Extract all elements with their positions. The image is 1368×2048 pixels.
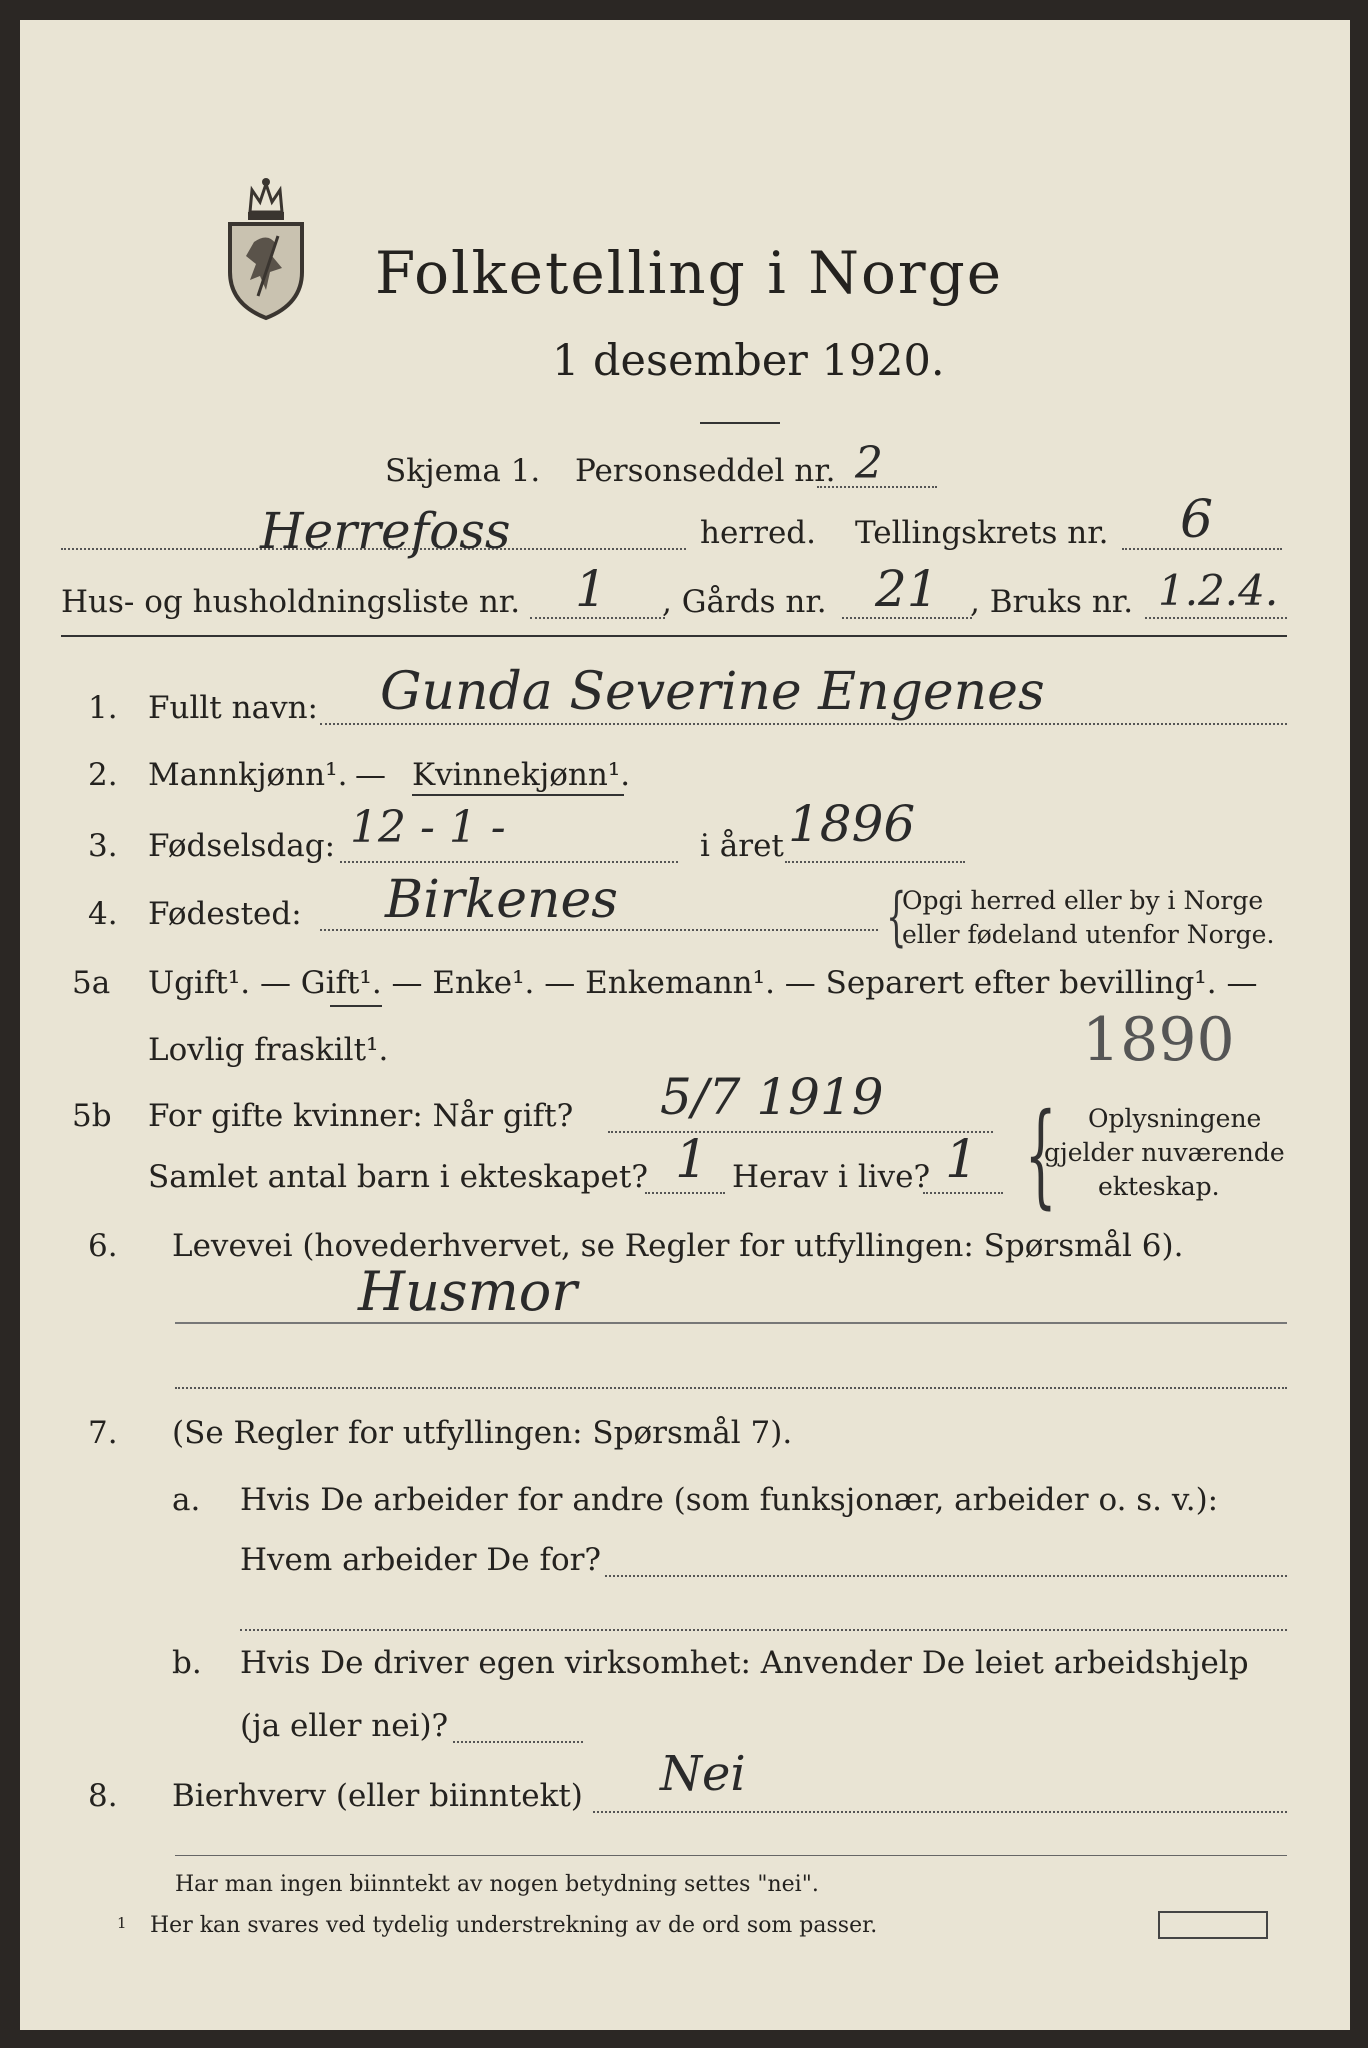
personseddel-value: 2 xyxy=(855,438,883,489)
q7b-letter: b. xyxy=(172,1645,202,1681)
q5a-options-cont: Lovlig fraskilt¹. xyxy=(148,1032,389,1068)
footer-note: Har man ingen biinntekt av nogen betydning settes "nei". xyxy=(175,1872,819,1897)
q5b-number: 5b xyxy=(72,1098,112,1134)
q4-brace: { xyxy=(886,880,907,954)
gards-label: , Gårds nr. xyxy=(662,584,827,620)
q5b-alive-label: Herav i live? xyxy=(732,1159,931,1195)
printer-stamp-icon xyxy=(1158,1911,1268,1939)
q2-female-underline xyxy=(412,794,624,796)
q8-label: Bierhverv (eller biinntekt) xyxy=(172,1778,583,1814)
bruks-label: , Bruks nr. xyxy=(970,584,1134,620)
q7a-letter: a. xyxy=(172,1482,201,1518)
husliste-label: Hus- og husholdningsliste nr. xyxy=(61,584,521,620)
q1-label: Fullt navn: xyxy=(148,690,318,726)
norwegian-coat-of-arms-icon xyxy=(216,172,316,322)
header-divider xyxy=(61,635,1287,637)
q7-number: 7. xyxy=(88,1415,118,1451)
q3-number: 3. xyxy=(88,828,118,864)
census-date: 1 desember 1920. xyxy=(552,336,945,386)
q7b-text: Hvis De driver egen virksomhet: Anvender De leiet arbeidshjelp xyxy=(240,1645,1249,1681)
skjema-label: Skjema 1. xyxy=(385,453,541,489)
q8-value: Nei xyxy=(660,1746,746,1802)
q6-label: Levevei (hovederhvervet, se Regler for utfyllingen: Spørsmål 6). xyxy=(172,1228,1184,1264)
q5b-note-line3: ekteskap. xyxy=(1098,1172,1220,1201)
q5a-number: 5a xyxy=(72,965,111,1001)
q4-label: Fødested: xyxy=(148,896,302,932)
footnote-text: Her kan svares ved tydelig understrekning av de ord som passer. xyxy=(150,1913,878,1938)
q5b-children-label: Samlet antal barn i ekteskapet? xyxy=(148,1159,648,1195)
q5b-when-label: For gifte kvinner: Når gift? xyxy=(148,1098,574,1134)
q8-number: 8. xyxy=(88,1778,118,1814)
q2-number: 2. xyxy=(88,757,118,793)
q7a-text: Hvis De arbeider for andre (som funksjonær, arbeider o. s. v.): xyxy=(240,1482,1219,1518)
q5a-options: Ugift¹. — Gift¹. — Enke¹. — Enkemann¹. — Separert efter bevilling¹. — xyxy=(148,965,1258,1001)
q5b-brace: { xyxy=(1024,1090,1057,1220)
q5b-note-line2: gjelder nuværende xyxy=(1044,1138,1285,1167)
q3-label: Fødselsdag: xyxy=(148,828,336,864)
q5b-alive-value: 1 xyxy=(945,1130,979,1190)
q6-number: 6. xyxy=(88,1228,118,1264)
q5a-annotation: 1890 xyxy=(1082,1005,1235,1075)
q2-separator: — xyxy=(355,757,386,793)
q3-birth-year: 1896 xyxy=(788,795,916,853)
census-form-page xyxy=(20,20,1350,2030)
q4-note-line1: Opgi herred eller by i Norge xyxy=(902,886,1264,915)
tellingskrets-label: Tellingskrets nr. xyxy=(855,515,1109,551)
q7b-question: (ja eller nei)? xyxy=(240,1708,449,1744)
title-divider xyxy=(700,422,780,424)
q4-number: 4. xyxy=(88,896,118,932)
q5b-married-date: 5/7 1919 xyxy=(660,1068,884,1126)
q5b-note-line1: Oplysningene xyxy=(1088,1104,1262,1133)
q4-note-line2: eller fødeland utenfor Norge. xyxy=(902,920,1275,949)
q2-female: Kvinnekjønn¹. xyxy=(412,757,631,793)
footnote-mark: 1 xyxy=(117,1914,127,1932)
q7-label: (Se Regler for utfyllingen: Spørsmål 7). xyxy=(172,1415,793,1451)
q7a-question: Hvem arbeider De for? xyxy=(240,1542,602,1578)
form-title: Folketelling i Norge xyxy=(375,239,1004,307)
herred-label: herred. xyxy=(700,515,816,551)
husliste-value: 1 xyxy=(575,560,607,618)
q6-occupation: Husmor xyxy=(358,1260,578,1323)
tellingskrets-value: 6 xyxy=(1180,490,1214,550)
q3-year-label: i året xyxy=(700,828,784,864)
q5a-gift-underline xyxy=(330,1005,382,1007)
q5b-children-value: 1 xyxy=(675,1130,709,1190)
q2-male: Mannkjønn¹. xyxy=(148,757,348,793)
gards-value: 21 xyxy=(875,560,939,618)
bruks-value: 1.2.4. xyxy=(1158,566,1279,615)
q4-birthplace: Birkenes xyxy=(385,870,618,930)
q1-number: 1. xyxy=(88,690,118,726)
herred-value: Herrefoss xyxy=(260,502,511,560)
personseddel-label: Personseddel nr. xyxy=(575,453,836,489)
q1-full-name: Gunda Severine Engenes xyxy=(380,662,1045,722)
q3-birthdate: 12 - 1 - xyxy=(350,802,506,853)
